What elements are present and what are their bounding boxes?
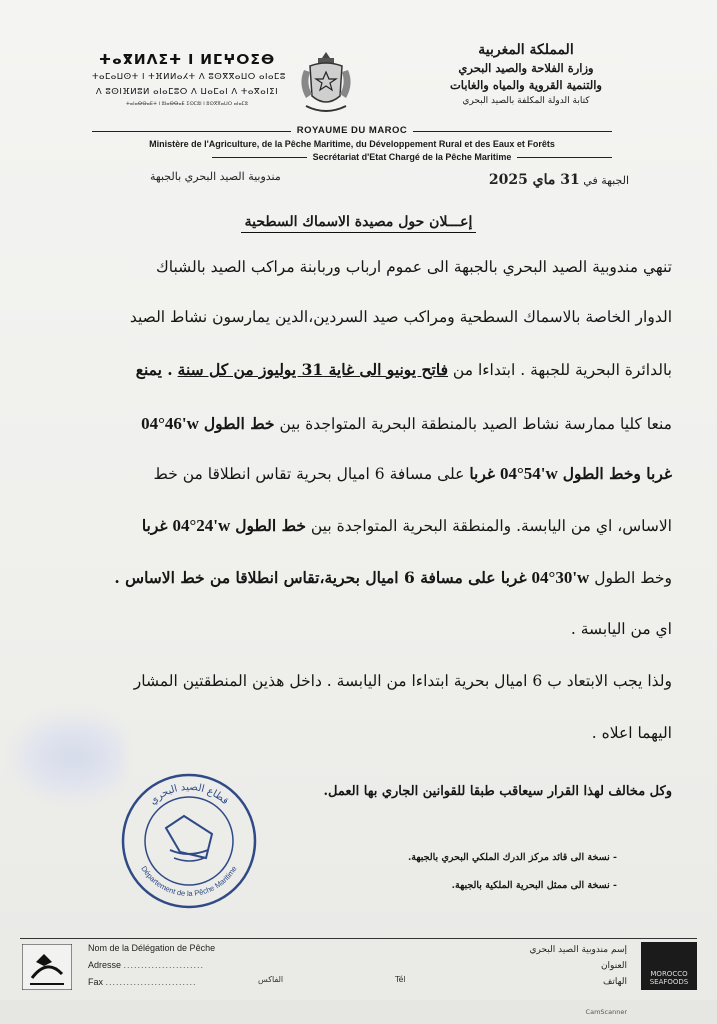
body-line-10: اليهما اعلاه . <box>591 724 672 742</box>
warning-line: وكل مخالف لهذا القرار سيعاقب طبقا للقوانين الجاري بها العمل. <box>323 784 672 799</box>
body-line-3a: بالدائرة البحرية للجبهة . ابتداءا من <box>452 361 672 379</box>
tifinagh-header <box>92 50 286 109</box>
blurred-signature <box>10 712 125 802</box>
tifinagh-line-3: ⴷ ⵓⵙⵏⴼⵍⵓⵍ ⴰⵏⴰⵎⵓⵔ ⴷ ⵡⴰⵎⴰⵏ ⴷ ⵜⴰⴳⴰⵏⵉⵏ <box>95 87 279 97</box>
french-line-2: Ministère de l'Agriculture, de la Pêche Maritime, du Développement Rural et des Eaux et Forêts <box>149 139 555 149</box>
coordinate-3: 04°24'w <box>172 516 231 535</box>
body-line-6 <box>52 516 672 536</box>
date-prefix: الجبهة في <box>583 174 629 187</box>
body-line-5b: غربا <box>469 464 496 483</box>
body-line-5 <box>52 464 672 484</box>
body-line-6a: الاساس، اي من اليابسة. والمنطقة البحرية المتواجدة بين <box>310 517 672 535</box>
body-line-6c: غربا <box>141 516 168 535</box>
footer-field-2-label: Adresse <box>88 960 122 970</box>
body-line-7 <box>52 568 672 588</box>
seafood-logo-text: MOROCCO SEAFOODS <box>649 970 689 986</box>
body-line-9: ولذا يجب الابتعاد ب 6 اميال بحرية ابتداءا من اليابسة . داخل هذين المنطقتين المشار <box>133 672 672 690</box>
arabic-line-2: وزارة الفلاحة والصيد البحري <box>458 61 594 75</box>
body-line-8: اي من اليابسة . <box>570 620 672 638</box>
tifinagh-line-1: ⵜⴰⴳⵍⴷⵉⵜ ⵏ ⵍⵎⵖⵔⵉⴱ <box>98 52 276 68</box>
french-line-1-text: ROYAUME DU MAROC <box>296 125 408 136</box>
seafood-logo <box>641 942 697 990</box>
office-name: مندوبية الصيد البحري بالجبهة <box>150 170 281 183</box>
footer-ar-field-2: العنوان <box>600 961 627 971</box>
royal-emblem-icon <box>296 48 356 120</box>
official-stamp <box>118 770 260 912</box>
body-line-7b: غربا على مسافة 6 اميال بحرية،تقاس انطلاقا من خط الاساس . <box>114 568 527 587</box>
announcement-title-text: إعـــلان حول مصيدة الاسماك السطحية <box>241 214 477 233</box>
scanner-label: CamScanner <box>585 1008 627 1016</box>
stamp-outer-text: قطاع الصيد البحري <box>147 781 231 808</box>
french-header <box>92 124 612 164</box>
date-line <box>489 172 629 188</box>
footer-field-3: Fax .......................... <box>88 977 197 987</box>
stamp-inner-text: Département de la Pêche Maritime <box>139 864 239 899</box>
body-line-4 <box>52 414 672 434</box>
body-line-1: تنهي مندوبية الصيد البحري بالجبهة الى عموم ارباب وربابنة مراكب الصيد بالشباك <box>155 258 672 276</box>
coordinate-4: 04°30'w <box>531 568 590 587</box>
arabic-line-1: المملكة المغربية <box>478 42 574 58</box>
body-line-3c: . يمنع <box>135 360 173 379</box>
body-line-4b: خط الطول <box>203 414 275 433</box>
footer-fields <box>88 940 215 991</box>
body-period: فاتح يونيو الى غاية 31 يوليوز من كل سنة <box>177 360 448 379</box>
announcement-title <box>0 214 717 230</box>
date-handwritten: 31 ماي 2025 <box>488 172 580 188</box>
tifinagh-line-4: ⵜⴰⵏⴰⴱⴱⴰⴹⵜ ⵏ ⵓⵏⴰⴱⴱⴰⴹ ⵉⵙⵎⵓⵏ ⵏ ⵓⵙⴳⴳⴰⵡⵔ ⴰⵏⴰⵎⵓ <box>126 101 248 107</box>
footer-arabic-fields <box>487 942 627 990</box>
coordinate-2: 04°54'w <box>499 464 558 483</box>
body-line-7a: وخط الطول <box>594 569 672 587</box>
body-line-3 <box>52 360 672 379</box>
copy-line-1: - نسخة الى قائد مركز الدرك الملكي البحري بالجبهة. <box>407 852 617 863</box>
french-line-3-text: Secrétariat d'Etat Chargé de la Pêche Maritime <box>312 152 512 162</box>
footer-field-1: Nom de la Délégation de Pêche <box>88 943 216 953</box>
copy-line-2: - نسخة الى ممثل البحرية الملكية بالجبهة. <box>451 880 617 891</box>
tifinagh-line-2: ⵜⴰⵎⴰⵡⵙⵜ ⵏ ⵜⴼⵍⵍⴰⵃⵜ ⴷ ⵓⵙⴳⴳⴰⵡⵔ ⴰⵏⴰⵎⵓ <box>92 72 286 82</box>
footer-field-3-label: Fax <box>88 977 104 987</box>
footer-field-2: Adresse ....................... <box>88 960 205 970</box>
coordinate-1: 04°46'w <box>141 414 199 433</box>
footer-ar-field-1: إسم مندوبية الصيد البحري <box>529 945 627 955</box>
footer-ar-field-3: الهاتف <box>603 977 627 987</box>
body-line-5a: غربا وخط الطول <box>562 464 672 483</box>
fisheries-logo-icon <box>22 944 72 990</box>
body-line-5c: على مسافة 6 اميال بحرية تقاس انطلاقا من خط <box>153 465 465 483</box>
scanner-strip <box>0 1000 717 1024</box>
arabic-header <box>421 40 631 108</box>
french-line-3 <box>212 151 612 164</box>
body-line-2: الدوار الخاصة بالاسماك السطحية ومراكب صيد السردين،الدين يمارسون نشاط الصيد <box>129 308 672 326</box>
french-line-1 <box>92 124 612 138</box>
arabic-line-3: والتنمية القروية والمياه والغابات <box>449 78 602 92</box>
footer-tel: Tél <box>395 975 406 984</box>
footer-fax-ar: الفاكس <box>258 975 284 984</box>
body-line-4a: منعا كليا ممارسة نشاط الصيد بالمنطقة البحرية المتواجدة بين <box>279 415 672 433</box>
arabic-line-4: كتابة الدولة المكلفة بالصيد البحري <box>462 96 590 106</box>
body-line-6b: خط الطول <box>235 516 306 535</box>
footer-divider <box>20 938 697 939</box>
